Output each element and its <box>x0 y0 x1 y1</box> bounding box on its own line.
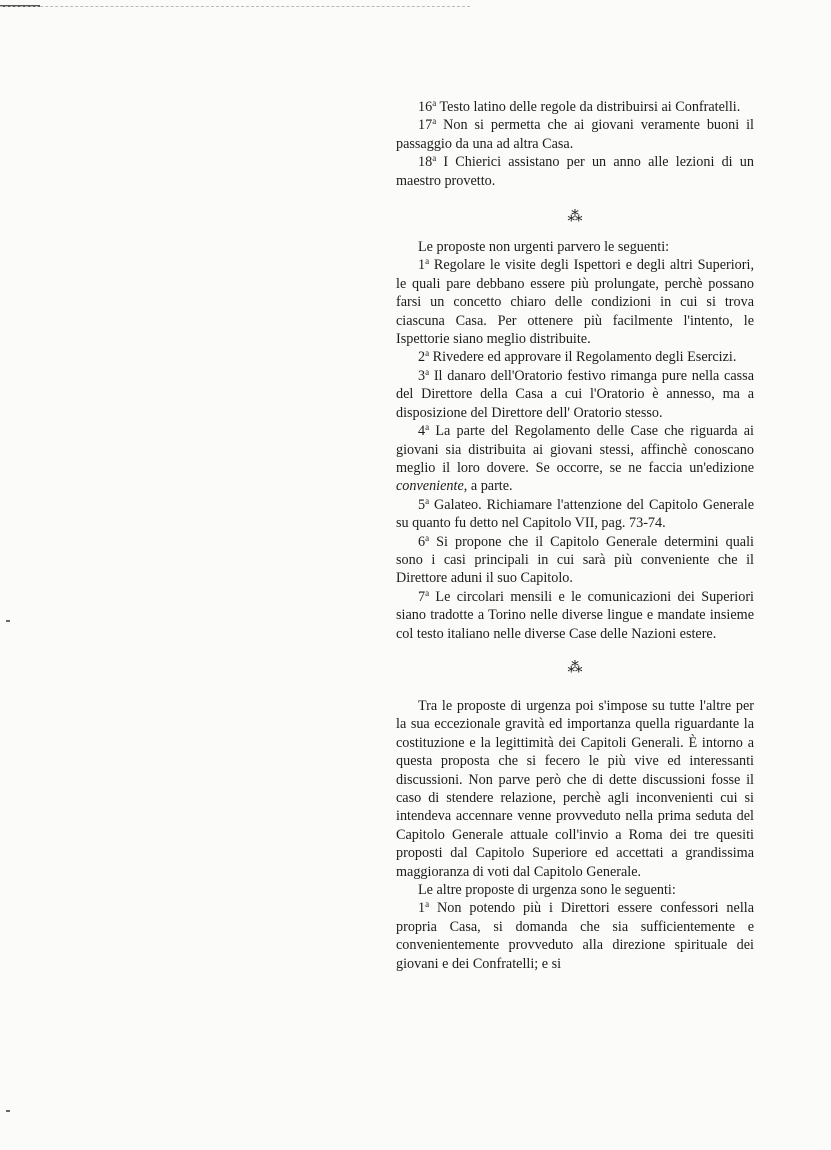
list-item: 4$^a$ La parte del Regolamento delle Case che riguarda ai giovani sia distribuita ai giovani stessi, affinchè conoscano meglio il loro dovere. Se occorre, se ne faccia un'edizione conveniente, a parte. <box>396 422 754 495</box>
list-item: 7$^a$ Le circolari mensili e le comunicazioni dei Superiori siano tradotte a Torino nelle diverse lingue e mandate insieme col testo italiano nelle diverse Case delle Nazioni estere. <box>396 587 754 642</box>
list-item: 3$^a$ Il danaro dell'Oratorio festivo rimanga pure nella cassa del Direttore della Casa a cui l'Oratorio è annesso, ma a disposizione del Direttore dell' Oratorio stesso. <box>396 366 754 421</box>
scan-edge-line <box>0 6 470 7</box>
section-ornament: ⁂ <box>567 659 583 676</box>
list-item: 2$^a$ Rivedere ed approvare il Regolamento degli Esercizi. <box>418 348 737 366</box>
list-item: 16$^a$ Testo latino delle regole da distribuirsi ai Confratelli. <box>418 98 741 115</box>
list-item: 18$^a$ I Chierici assistano per un anno alle lezioni di un maestro provetto. <box>396 153 754 189</box>
list-item: 1$^a$ Non potendo più i Direttori essere confessori nella propria Casa, si domanda che sia sufficientemente e convenientemente provveduto alla direzione spirituale dei giovani e dei Confratelli; e si <box>396 899 754 972</box>
section-ornament: ⁂ <box>567 209 583 226</box>
section-intro: Le altre proposte di urgenza sono le seguenti: <box>418 882 676 899</box>
list-item: 1$^a$ Regolare le visite degli Ispettori e degli altri Superiori, le quali pare debbano essere più prolungate, perchè possano farsi un concetto chiaro delle condizioni in cui si trova ciascuna Casa. Per ottenere più facilmente l'intento, le Ispettorie siano meglio distribuite. <box>396 256 754 348</box>
list-item: 5$^a$ Galateo. Richiamare l'attenzione del Capitolo Generale su quanto fu detto nel Capitolo VII, pag. 73-74. <box>396 495 754 532</box>
margin-mark <box>6 1110 10 1112</box>
list-item: 17$^a$ Non si permetta che ai giovani veramente buoni il passaggio da una ad altra Casa. <box>396 116 754 152</box>
page-text-column <box>396 98 754 973</box>
section-intro: Le proposte non urgenti parvero le seguenti: <box>418 239 670 256</box>
margin-mark <box>6 620 10 622</box>
list-item: 6$^a$ Si propone che il Capitolo Generale determini quali sono i casi principali in cui sarà più conveniente che il Direttore aduni il suo Capitolo. <box>396 532 754 587</box>
body-paragraph: Tra le proposte di urgenza poi s'impose su tutte l'altre per la sua eccezionale gravità ed importanza quella riguardante la costituzione e la legittimità dei Capitoli Generali. È intorno a questa proposta che si fecero le più vive ed interessanti discussioni. Non parve però che di dette discussioni fosse il caso di stendere relazione, perchè agli inconvenienti cui si intendeva accennare venne provveduto nella prima seduta del Capitolo Generale attuale coll'invio a Roma dei tre quesiti proposti dal Capitolo Superiore ed accettati a grandissima maggioranza di voti dal Capitolo Generale. <box>396 697 754 880</box>
